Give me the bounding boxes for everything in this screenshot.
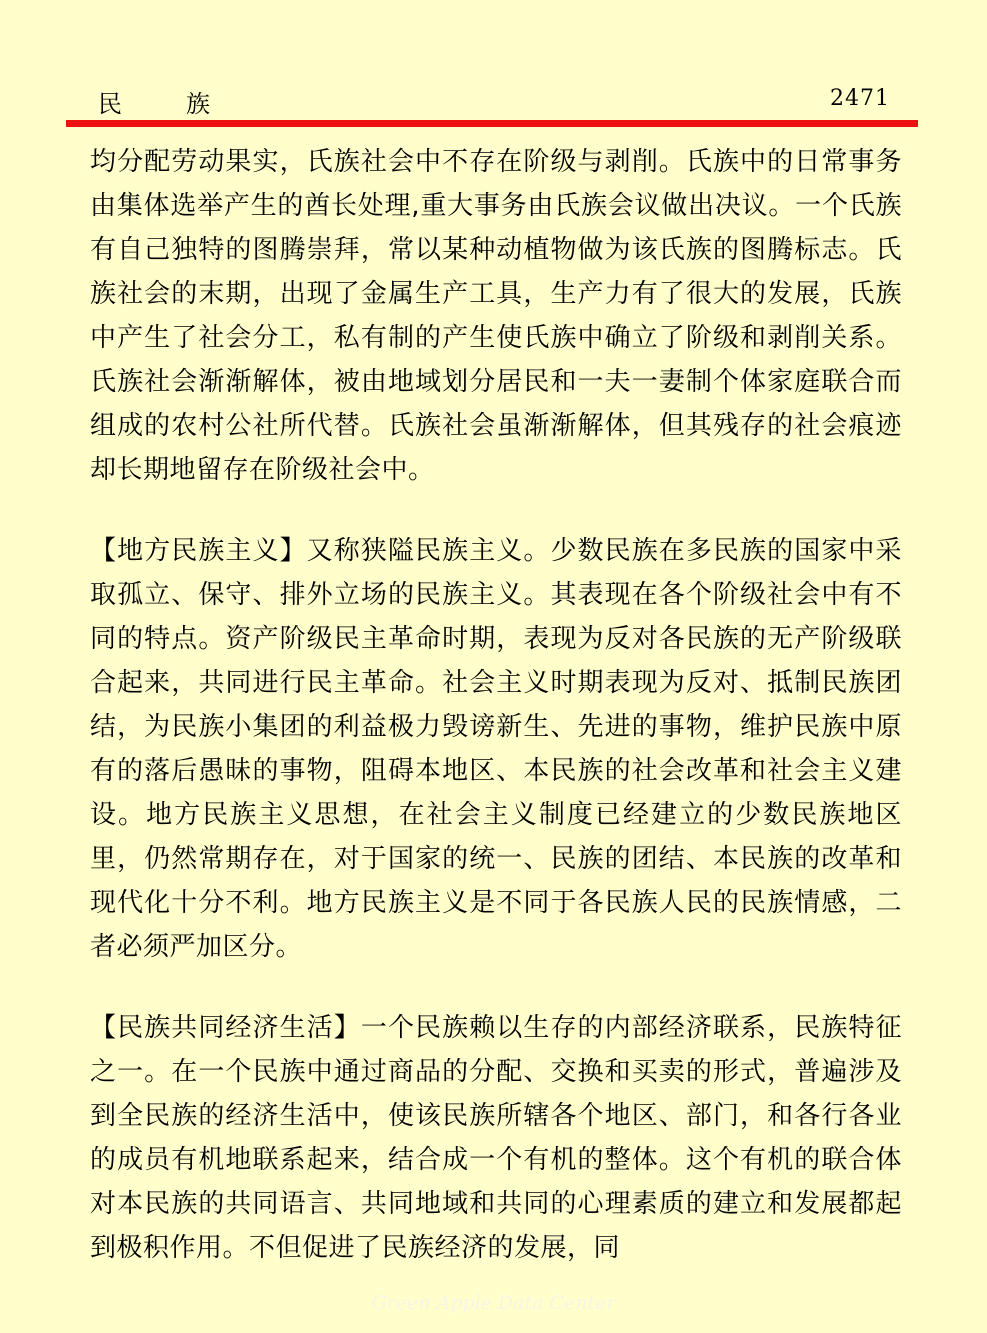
paragraph-clan-society: 均分配劳动果实，氏族社会中不存在阶级与剥削。氏族中的日常事务由集体选举产生的酋长处理,重大事务由氏族会议做出决议。一个氏族有自己独特的图腾崇拜，常以某种动植物做为该氏族的图腾标志。氏族社会的末期，出现了金属生产工具，生产力有了很大的发展，氏族中产生了社会分工，私有制的产生使氏族中确立了阶级和剥削关系。氏族社会渐渐解体，被由地域划分居民和一夫一妻制个体家庭联合而组成的农村公社所代替。氏族社会虽渐渐解体，但其残存的社会痕迹却长期地留存在阶级社会中。 xyxy=(90,147,902,485)
body-text xyxy=(90,140,902,1270)
running-title: 民族 xyxy=(98,90,274,118)
watermark: Green Apple Data Center xyxy=(371,1292,616,1314)
header-rule xyxy=(66,120,918,127)
paragraph-common-economic-life: 【民族共同经济生活】一个民族赖以生存的内部经济联系，民族特征之一。在一个民族中通过商品的分配、交换和买卖的形式，普遍涉及到全民族的经济生活中，使该民族所辖各个地区、部门，和各行各业的成员有机地联系起来，结合成一个有机的整体。这个有机的联合体对本民族的共同语言、共同地域和共同的心理素质的建立和发展都起到极积作用。不但促进了民族经济的发展，同 xyxy=(90,1013,902,1263)
page-header xyxy=(68,84,918,116)
paragraph-local-nationalism: 【地方民族主义】又称狭隘民族主义。少数民族在多民族的国家中采取孤立、保守、排外立场的民族主义。其表现在各个阶级社会中有不同的特点。资产阶级民主革命时期，表现为反对各民族的无产阶级联合起来，共同进行民主革命。社会主义时期表现为反对、抵制民族团结，为民族小集团的利益极力毁谤新生、先进的事物，维护民族中原有的落后愚昧的事物，阻碍本地区、本民族的社会改革和社会主义建设。地方民族主义思想，在社会主义制度已经建立的少数民族地区里，仍然常期存在，对于国家的统一、民族的团结、本民族的改革和现代化十分不利。地方民族主义是不同于各民族人民的民族情感，二者必须严加区分。 xyxy=(90,536,902,962)
page-number: 2471 xyxy=(830,86,890,111)
